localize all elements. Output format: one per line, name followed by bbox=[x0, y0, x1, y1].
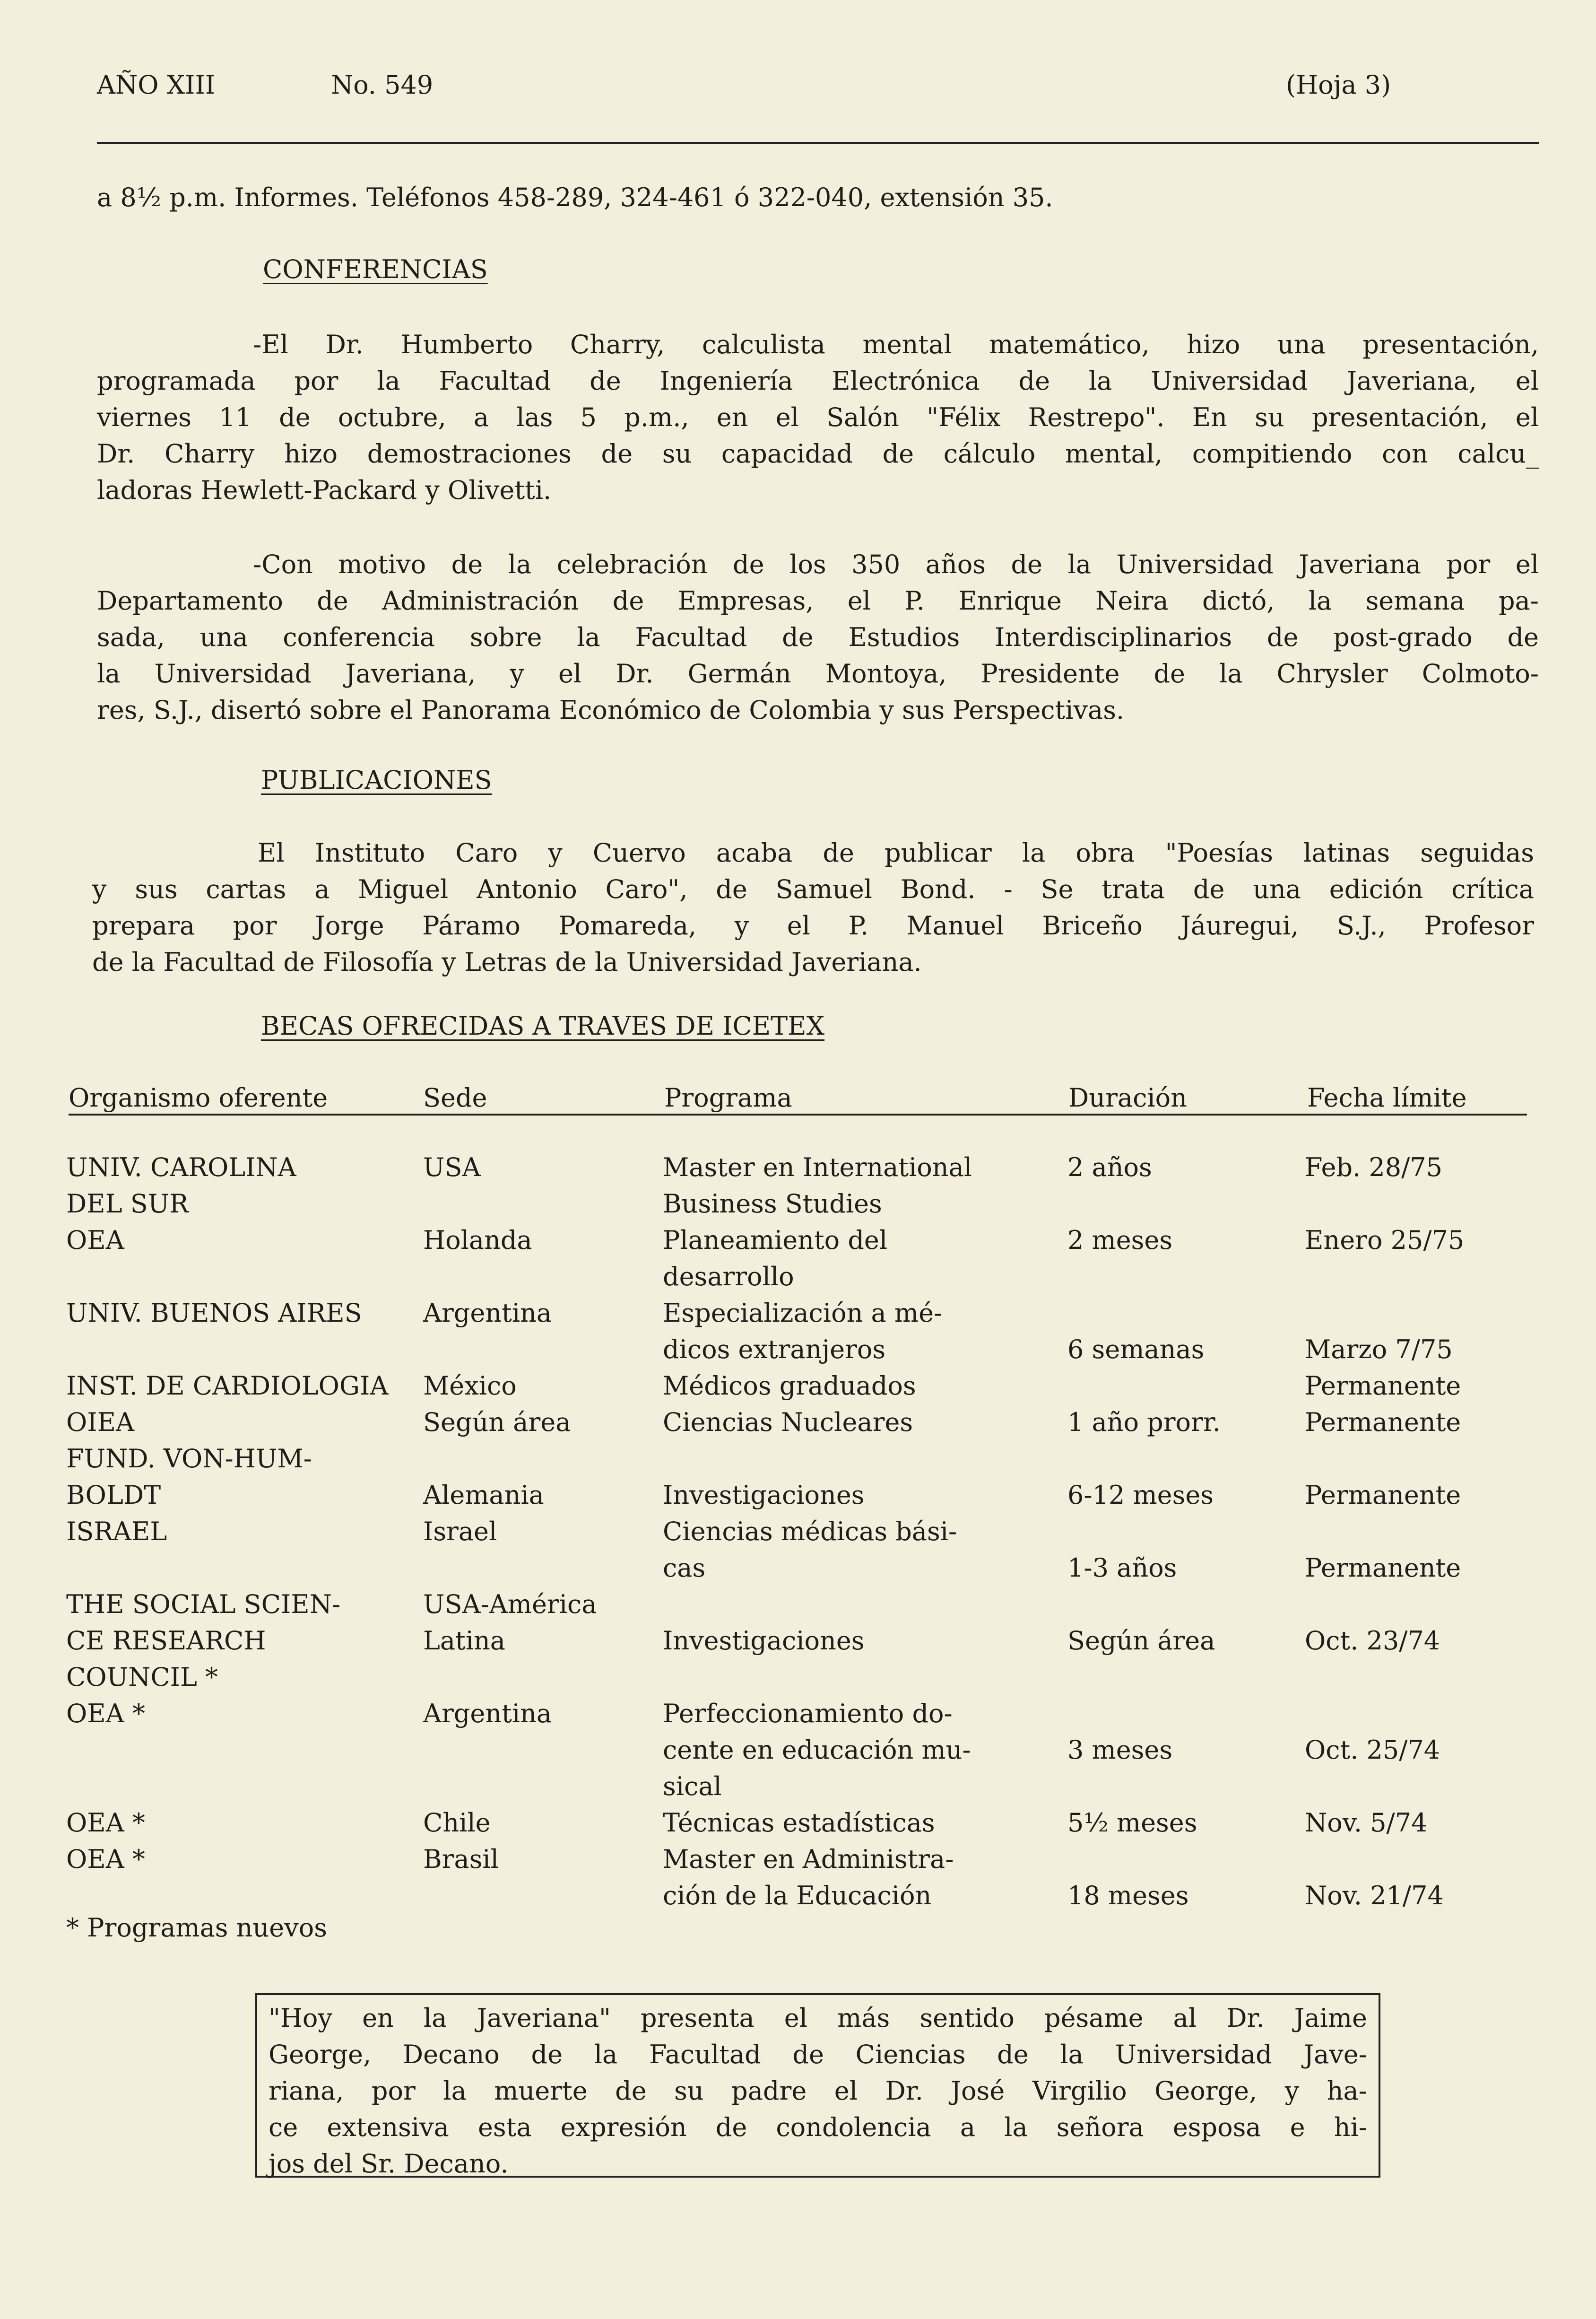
table-cell-dur: 6-12 meses bbox=[1067, 1480, 1214, 1510]
text-line: sada, una conferencia sobre la Facultad de Estudios Interdisciplinarios de post-grado de bbox=[97, 622, 1539, 652]
table-cell-fecha: Feb. 28/75 bbox=[1305, 1152, 1442, 1182]
column-header-organismo: Organismo oferente bbox=[69, 1083, 328, 1113]
table-cell-org: THE SOCIAL SCIEN- bbox=[66, 1589, 341, 1619]
table-cell-sede: Latina bbox=[423, 1626, 505, 1656]
table-cell-dur: 1-3 años bbox=[1067, 1553, 1177, 1583]
text-line: Dr. Charry hizo demostraciones de su capacidad de cálculo mental, compitiendo con calcu_ bbox=[97, 439, 1539, 469]
condolence-box bbox=[255, 1993, 1380, 2178]
table-cell-org: OEA bbox=[66, 1225, 124, 1255]
text-line: de la Facultad de Filosofía y Letras de la Universidad Javeriana. bbox=[92, 947, 922, 977]
table-cell-sede: Holanda bbox=[423, 1225, 532, 1255]
column-header-sede: Sede bbox=[423, 1083, 487, 1113]
text-line: prepara por Jorge Páramo Pomareda, y el P. Manuel Briceño Jáuregui, S.J., Profesor bbox=[92, 911, 1534, 941]
table-cell-prog: cente en educación mu- bbox=[663, 1735, 971, 1765]
table-cell-org: OIEA bbox=[66, 1407, 135, 1437]
table-cell-sede: Brasil bbox=[423, 1844, 499, 1874]
table-cell-org: ISRAEL bbox=[66, 1517, 167, 1546]
table-cell-prog: Perfeccionamiento do- bbox=[663, 1699, 953, 1728]
text-line: George, Decano de la Facultad de Ciencias de la Universidad Jave- bbox=[269, 2040, 1367, 2069]
column-header-fecha: Fecha límite bbox=[1307, 1083, 1467, 1113]
table-cell-sede: USA-América bbox=[423, 1589, 597, 1619]
table-cell-prog: cas bbox=[663, 1553, 706, 1583]
table-cell-prog: Ciencias Nucleares bbox=[663, 1407, 913, 1437]
text-line: jos del Sr. Decano. bbox=[269, 2149, 509, 2179]
publicaciones-paragraph bbox=[92, 835, 1534, 980]
table-cell-org: UNIV. CAROLINA bbox=[66, 1152, 296, 1182]
header-rule bbox=[97, 142, 1539, 144]
table-cell-fecha: Marzo 7/75 bbox=[1305, 1334, 1453, 1364]
table-cell-sede: Argentina bbox=[423, 1699, 552, 1728]
table-cell-fecha: Permanente bbox=[1305, 1407, 1461, 1437]
table-cell-sede: Según área bbox=[423, 1407, 571, 1437]
conferencias-paragraph-2 bbox=[97, 546, 1539, 728]
table-cell-org: OEA * bbox=[66, 1844, 145, 1874]
table-cell-prog: Master en Administra- bbox=[663, 1844, 954, 1874]
table-cell-prog: ción de la Educación bbox=[663, 1881, 932, 1910]
table-cell-sede: México bbox=[423, 1371, 517, 1401]
table-cell-org: DEL SUR bbox=[66, 1189, 189, 1219]
heading-conferencias: CONFERENCIAS bbox=[263, 254, 488, 284]
table-cell-sede: Argentina bbox=[423, 1298, 552, 1328]
table-header-rule bbox=[69, 1114, 1527, 1116]
text-line: ladoras Hewlett-Packard y Olivetti. bbox=[97, 475, 552, 505]
text-line: la Universidad Javeriana, y el Dr. Germán Montoya, Presidente de la Chrysler Colmoto- bbox=[97, 659, 1539, 689]
table-cell-prog: Investigaciones bbox=[663, 1626, 865, 1656]
table-cell-prog: sical bbox=[663, 1771, 722, 1801]
table-cell-org: COUNCIL * bbox=[66, 1662, 218, 1692]
text-line: y sus cartas a Miguel Antonio Caro", de Samuel Bond. - Se trata de una edición crítica bbox=[92, 874, 1534, 904]
table-cell-sede: Alemania bbox=[423, 1480, 544, 1510]
text-line: programada por la Facultad de Ingeniería Electrónica de la Universidad Javeriana, el bbox=[97, 366, 1539, 396]
table-cell-fecha: Enero 25/75 bbox=[1305, 1225, 1465, 1255]
table-cell-fecha: Nov. 21/74 bbox=[1305, 1881, 1444, 1910]
table-cell-sede: Chile bbox=[423, 1808, 491, 1838]
heading-publicaciones: PUBLICACIONES bbox=[261, 765, 492, 795]
table-cell-dur: 2 años bbox=[1067, 1152, 1152, 1182]
text-line: -Con motivo de la celebración de los 350 años de la Universidad Javeriana por el bbox=[253, 549, 1539, 579]
table-cell-dur: 2 meses bbox=[1067, 1225, 1173, 1255]
table-cell-fecha: Permanente bbox=[1305, 1480, 1461, 1510]
table-cell-dur: 1 año prorr. bbox=[1067, 1407, 1221, 1437]
table-cell-fecha: Oct. 25/74 bbox=[1305, 1735, 1440, 1765]
table-cell-sede: Israel bbox=[423, 1517, 497, 1546]
table-cell-fecha: Oct. 23/74 bbox=[1305, 1626, 1440, 1656]
table-cell-org: UNIV. BUENOS AIRES bbox=[66, 1298, 362, 1328]
issue-year: AÑO XIII bbox=[97, 70, 216, 100]
table-cell-fecha: Nov. 5/74 bbox=[1305, 1808, 1428, 1838]
table-cell-org: OEA * bbox=[66, 1699, 145, 1728]
text-line: El Instituto Caro y Cuervo acaba de publicar la obra "Poesías latinas seguidas bbox=[258, 838, 1534, 868]
table-cell-dur: Según área bbox=[1067, 1626, 1215, 1656]
intro-line: a 8½ p.m. Informes. Teléfonos 458-289, 324-461 ó 322-040, extensión 35. bbox=[97, 183, 1053, 212]
text-line: res, S.J., disertó sobre el Panorama Económico de Colombia y sus Perspectivas. bbox=[97, 695, 1125, 725]
table-cell-fecha: Permanente bbox=[1305, 1553, 1461, 1583]
table-cell-prog: Investigaciones bbox=[663, 1480, 865, 1510]
table-cell-org: CE RESEARCH bbox=[66, 1626, 266, 1656]
table-cell-prog: Business Studies bbox=[663, 1189, 882, 1219]
table-cell-dur: 18 meses bbox=[1067, 1881, 1189, 1910]
table-cell-sede: USA bbox=[423, 1152, 481, 1182]
table-cell-prog: Planeamiento del bbox=[663, 1225, 888, 1255]
table-cell-org: FUND. VON-HUM- bbox=[66, 1444, 312, 1473]
table-cell-dur: 5½ meses bbox=[1067, 1808, 1197, 1838]
table-cell-org: BOLDT bbox=[66, 1480, 161, 1510]
table-cell-org: INST. DE CARDIOLOGIA bbox=[66, 1371, 389, 1401]
column-header-programa: Programa bbox=[664, 1083, 792, 1113]
table-cell-prog: Master en International bbox=[663, 1152, 972, 1182]
sheet-number: (Hoja 3) bbox=[1286, 70, 1391, 100]
text-line: riana, por la muerte de su padre el Dr. José Virgilio George, y ha- bbox=[269, 2076, 1367, 2106]
text-line: Departamento de Administración de Empresas, el P. Enrique Neira dictó, la semana pa- bbox=[97, 586, 1539, 616]
footnote: * Programas nuevos bbox=[66, 1913, 327, 1943]
table-cell-prog: Técnicas estadísticas bbox=[663, 1808, 935, 1838]
issue-number: No. 549 bbox=[331, 70, 434, 100]
table-cell-org: OEA * bbox=[66, 1808, 145, 1838]
table-cell-prog: Ciencias médicas bási- bbox=[663, 1517, 957, 1546]
text-line: "Hoy en la Javeriana" presenta el más sentido pésame al Dr. Jaime bbox=[269, 2003, 1367, 2033]
table-cell-prog: Especialización a mé- bbox=[663, 1298, 943, 1328]
table-cell-fecha: Permanente bbox=[1305, 1371, 1461, 1401]
conferencias-paragraph-1 bbox=[97, 326, 1539, 508]
table-cell-dur: 6 semanas bbox=[1067, 1334, 1205, 1364]
table-cell-prog: dicos extranjeros bbox=[663, 1334, 886, 1364]
text-line: ce extensiva esta expresión de condolencia a la señora esposa e hi- bbox=[269, 2112, 1367, 2142]
table-cell-dur: 3 meses bbox=[1067, 1735, 1173, 1765]
text-line: -El Dr. Humberto Charry, calculista mental matemático, hizo una presentación, bbox=[253, 330, 1539, 359]
column-header-duracion: Duración bbox=[1068, 1083, 1187, 1113]
table-cell-prog: Médicos graduados bbox=[663, 1371, 916, 1401]
heading-becas: BECAS OFRECIDAS A TRAVES DE ICETEX bbox=[261, 1011, 825, 1041]
table-cell-prog: desarrollo bbox=[663, 1262, 794, 1291]
text-line: viernes 11 de octubre, a las 5 p.m., en el Salón "Félix Restrepo". En su presentación, el bbox=[97, 402, 1539, 432]
